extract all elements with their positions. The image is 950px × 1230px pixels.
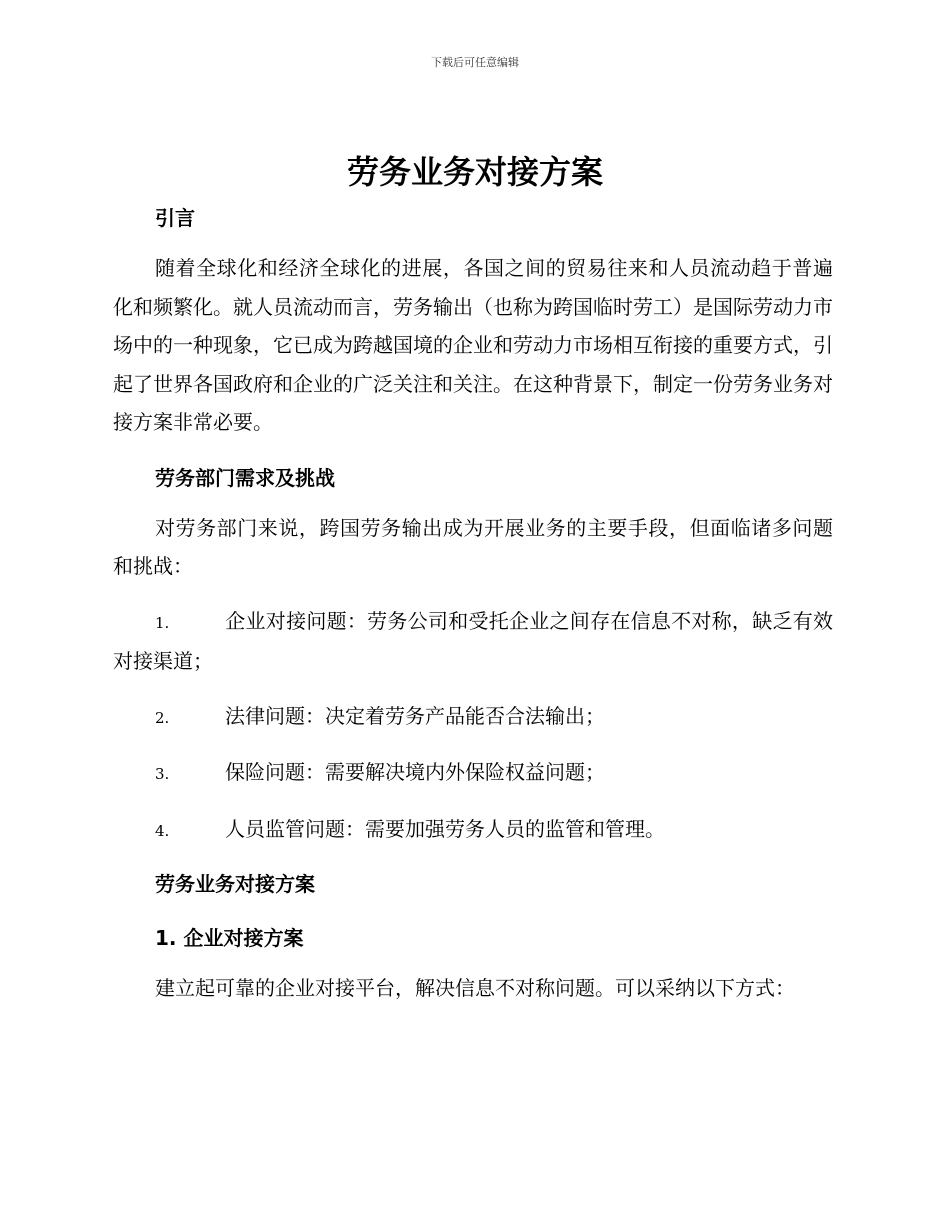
list-item bbox=[113, 697, 833, 738]
list-item bbox=[113, 753, 833, 794]
list-item-number: 2. bbox=[155, 708, 170, 727]
list-item bbox=[113, 810, 833, 851]
list-item-text: 法律问题：决定着劳务产品能否合法输出； bbox=[225, 703, 605, 728]
subsection-heading-enterprise: 1. 企业对接方案 bbox=[155, 926, 304, 950]
list-item-text: 保险问题：需要解决境内外保险权益问题； bbox=[225, 760, 605, 784]
header-note: 下载后可任意编辑 bbox=[431, 56, 519, 69]
section-heading-plan: 劳务业务对接方案 bbox=[155, 872, 315, 896]
document-title: 劳务业务对接方案 bbox=[346, 153, 603, 191]
section-heading-challenges: 劳务部门需求及挑战 bbox=[155, 465, 335, 490]
list-item-number: 4. bbox=[155, 821, 170, 840]
document-body bbox=[113, 200, 833, 1008]
list-item-number: 3. bbox=[155, 765, 170, 783]
list-item-text: 企业对接问题：劳务公司和受托企业之间存在信息不对称，缺乏有效对接渠道； bbox=[113, 608, 833, 673]
list-item-text: 人员监管问题：需要加强劳务人员的监管和管理。 bbox=[225, 816, 665, 841]
challenges-paragraph: 对劳务部门来说，跨国劳务输出成为开展业务的主要手段，但面临诸多问题和挑战： bbox=[113, 515, 833, 578]
list-item bbox=[113, 602, 833, 681]
list-item-number: 1. bbox=[155, 613, 170, 632]
plan-paragraph: 建立起可靠的企业对接平台，解决信息不对称问题。可以采纳以下方式： bbox=[155, 976, 795, 1000]
section-heading-intro: 引言 bbox=[155, 206, 195, 230]
intro-paragraph: 随着全球化和经济全球化的进展，各国之间的贸易往来和人员流动趋于普遍化和频繁化。就人员流动而言，劳务输出（也称为跨国临时劳工）是国际劳动力市场中的一种现象，它已成为跨越国境的企业和劳动力市场相互衔接的重要方式，引起了世界各国政府和企业的广泛关注和关注。在这种背景下，制定一份劳务业务对接方案非常必要。 bbox=[113, 256, 833, 434]
